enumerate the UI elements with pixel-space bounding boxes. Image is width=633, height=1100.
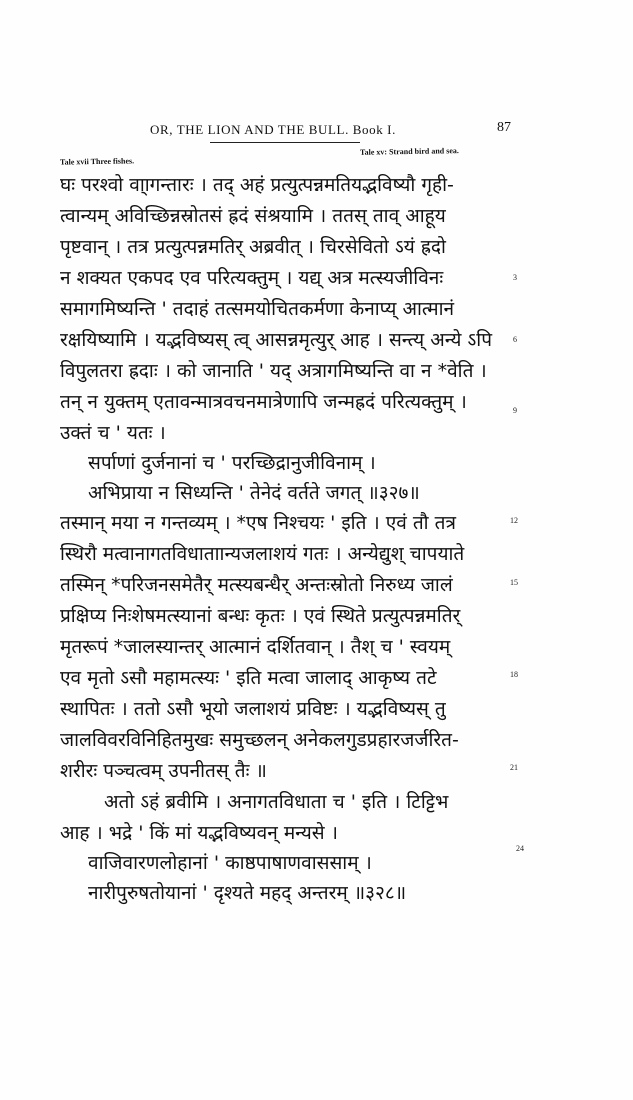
text-line: उक्तं च ' यतः । (60, 422, 166, 444)
verse-line: सर्पाणां दुर्जनानां च ' परच्छिद्रानुजीविनाम् । (88, 452, 376, 474)
text-line: तस्मान् मया न गन्तव्यम् । *एष निश्चयः ' इति । एवं तौ तत्र (60, 512, 456, 534)
line-number: 9 (513, 406, 517, 415)
text-line: स्थिरौ मत्वानागतविधाताान्यजलाशयं गतः । अन्येद्युश् चापयाते (60, 543, 465, 565)
line-number: 15 (510, 578, 518, 587)
text-line: रक्षयिष्यामि । यद्भविष्यस् त्व् आसन्नमृत्युर् आह । सन्त्य् अन्ये ऽपि (60, 329, 493, 351)
text-line: एव मृतो ऽसौ महामत्स्यः ' इति मत्वा जालाद् आकृष्य तटे (60, 667, 437, 689)
text-line: जालविवरविनिहितमुखः समुच्छलन् अनेकलगुडप्रहारजर्जरित- (60, 729, 459, 751)
line-number: 21 (510, 763, 518, 772)
header-rule (210, 142, 360, 143)
text-line: विपुलतरा ह्रदाः । को जानाति ' यद् अत्रागमिष्यन्ति वा न *वेति । (60, 360, 487, 382)
verse-line: अभिप्राया न सिध्यन्ति ' तेनेदं वर्तते जगत् ॥३२७॥ (88, 482, 420, 504)
line-number: 18 (510, 670, 518, 679)
text-line: शरीरः पञ्चत्वम् उपनीतस् तैः ॥ (60, 760, 267, 782)
verse-line: नारीपुरुषतोयानां ' दृश्यते महद् अन्तरम् ॥३२८॥ (88, 882, 407, 904)
text-line: तस्मिन् *परिजनसमेतैर् मत्स्यबन्धैर् अन्तःस्रोतो निरुध्य जालं (60, 574, 453, 596)
line-number: 24 (516, 844, 524, 853)
tale-note-left: Tale xvii Three fishes. (59, 156, 135, 167)
verse-line: वाजिवारणलोहानां ' काष्ठपाषाणवाससाम् । (88, 852, 372, 874)
text-line: पृष्टवान् । तत्र प्रत्युत्पन्नमतिर् अब्रवीत् । चिरसेवितो ऽयं ह्रदो (60, 236, 446, 258)
text-line: तन् न युक्तम् एतावन्मात्रवचनमात्रेणापि जन्मह्रदं परित्यक्तुम् । (60, 391, 467, 413)
text-line: मृतरूपं *जालस्यान्तर् आत्मानं दर्शितवान् । तैश् च ' स्वयम् (60, 636, 451, 658)
line-number: 3 (513, 273, 517, 282)
text-line: आह । भद्रे ' किं मां यद्भविष्यवन् मन्यसे । (60, 822, 338, 844)
text-line: स्थापितः । ततो ऽसौ भूयो जलाशयं प्रविष्टः । यद्भविष्यस् तु (60, 698, 446, 720)
text-line: त्वान्यम् अविच्छिन्नस्रोतसं ह्रदं संश्रयामि । ततस् ताव् आहूय (60, 205, 446, 227)
text-line: अतो ऽहं ब्रवीमि । अनागतविधाता च ' इति । टिट्टिभ (104, 791, 449, 813)
page-number: 87 (497, 120, 511, 135)
line-number: 12 (510, 516, 518, 525)
text-line: समागमिष्यन्ति ' तदाहं तत्समयोचितकर्मणा केनाप्य् आत्मानं (60, 298, 455, 320)
text-line: प्रक्षिप्य निःशेषमत्स्यानां बन्धः कृतः । एवं स्थिते प्रत्युत्पन्नमतिर् (60, 605, 461, 627)
running-head: OR, THE LION AND THE BULL. Book I. (150, 122, 396, 137)
line-number: 6 (513, 335, 517, 344)
text-line: घः परश्वो वा्ागन्तारः । तद् अहं प्रत्युत्पन्नमतियद्भविष्यौ गृही- (60, 174, 454, 196)
text-line: न शक्यत एकपद एव परित्यक्तुम् । यद्य् अत्र मत्स्यजीविनः (60, 267, 444, 289)
tale-note-right: Tale xv: Strand bird and sea. (359, 146, 459, 157)
